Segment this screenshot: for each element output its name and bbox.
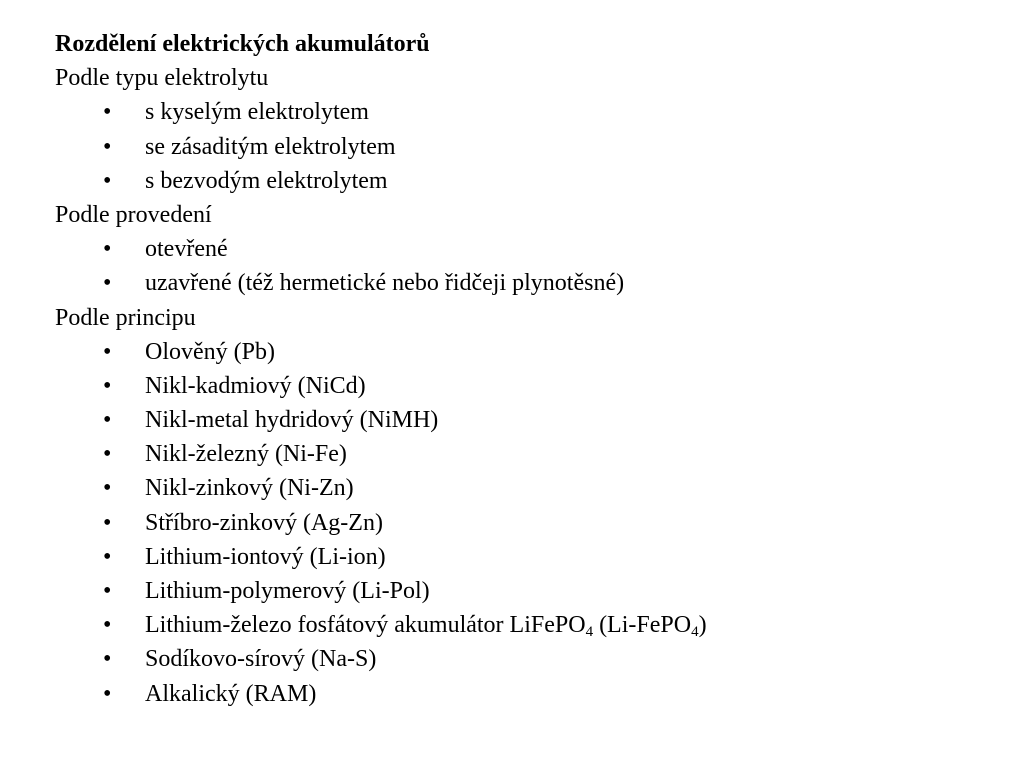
bullet-icon: • xyxy=(103,167,112,194)
list-item xyxy=(55,574,995,608)
bullet-icon: • xyxy=(103,338,112,365)
list-item xyxy=(55,506,995,540)
list-item xyxy=(55,471,995,505)
list-item xyxy=(55,608,995,642)
list-item-text: Nikl-zinkový (Ni-Zn) xyxy=(145,475,354,502)
list-item-text: otevřené xyxy=(145,236,228,263)
section-label-principle: Podle principu xyxy=(55,304,196,331)
list-item-text: Alkalický (RAM) xyxy=(145,680,317,707)
bullet-icon: • xyxy=(103,407,112,434)
list-item-text-part: (Li-FePO xyxy=(593,612,692,639)
bullet-icon: • xyxy=(103,646,112,673)
list-item-text: Stříbro-zinkový (Ag-Zn) xyxy=(145,509,383,536)
list-item xyxy=(55,403,995,437)
bullet-icon: • xyxy=(103,270,112,297)
page-title: Rozdělení elektrických akumulátorů xyxy=(55,31,430,57)
list-item-text-part: Lithium-železo fosfátový akumulátor LiFePO xyxy=(145,612,586,639)
list-item-text: se zásaditým elektrolytem xyxy=(145,133,396,160)
list-item xyxy=(55,95,995,129)
list-item-text: Nikl-metal hydridový (NiMH) xyxy=(145,407,439,434)
list-item-text xyxy=(145,612,707,641)
bullet-icon: • xyxy=(103,133,112,160)
list-item xyxy=(55,369,995,403)
list-item xyxy=(55,232,995,266)
list-item-text-part: ) xyxy=(698,612,707,639)
list-item xyxy=(55,677,995,711)
list-item xyxy=(55,335,995,369)
list-item-text: uzavřené (též hermetické nebo řidčeji plynotěsné) xyxy=(145,270,625,297)
list-item xyxy=(55,130,995,164)
list-item-text: Olověný (Pb) xyxy=(145,338,275,365)
list-item-text: Sodíkovo-sírový (Na-S) xyxy=(145,646,377,673)
bullet-icon: • xyxy=(103,372,112,399)
bullet-icon: • xyxy=(103,612,112,639)
section-label-design: Podle provedení xyxy=(55,201,212,228)
subscript: 4 xyxy=(691,624,699,641)
list-item xyxy=(55,266,995,300)
list-item xyxy=(55,540,995,574)
section-label-electrolyte: Podle typu elektrolytu xyxy=(55,65,269,92)
list-item-text: s kyselým elektrolytem xyxy=(145,99,369,126)
list-item-text: s bezvodým elektrolytem xyxy=(145,167,388,194)
list-item-text: Nikl-kadmiový (NiCd) xyxy=(145,372,366,399)
list-item xyxy=(55,437,995,471)
bullet-icon: • xyxy=(103,236,112,263)
list-item-text: Lithium-polymerový (Li-Pol) xyxy=(145,578,430,604)
subscript: 4 xyxy=(585,624,594,641)
list-item-text: Nikl-železný (Ni-Fe) xyxy=(145,441,347,468)
bullet-icon: • xyxy=(103,441,112,468)
slide-content xyxy=(55,27,995,711)
bullet-icon: • xyxy=(103,543,112,570)
bullet-icon: • xyxy=(103,680,112,707)
list-item xyxy=(55,164,995,198)
list-item xyxy=(55,642,995,676)
bullet-icon: • xyxy=(103,475,112,502)
bullet-icon: • xyxy=(103,509,112,536)
bullet-icon: • xyxy=(103,99,112,126)
bullet-icon: • xyxy=(103,578,112,604)
list-item-text: Lithium-iontový (Li-ion) xyxy=(145,543,386,570)
